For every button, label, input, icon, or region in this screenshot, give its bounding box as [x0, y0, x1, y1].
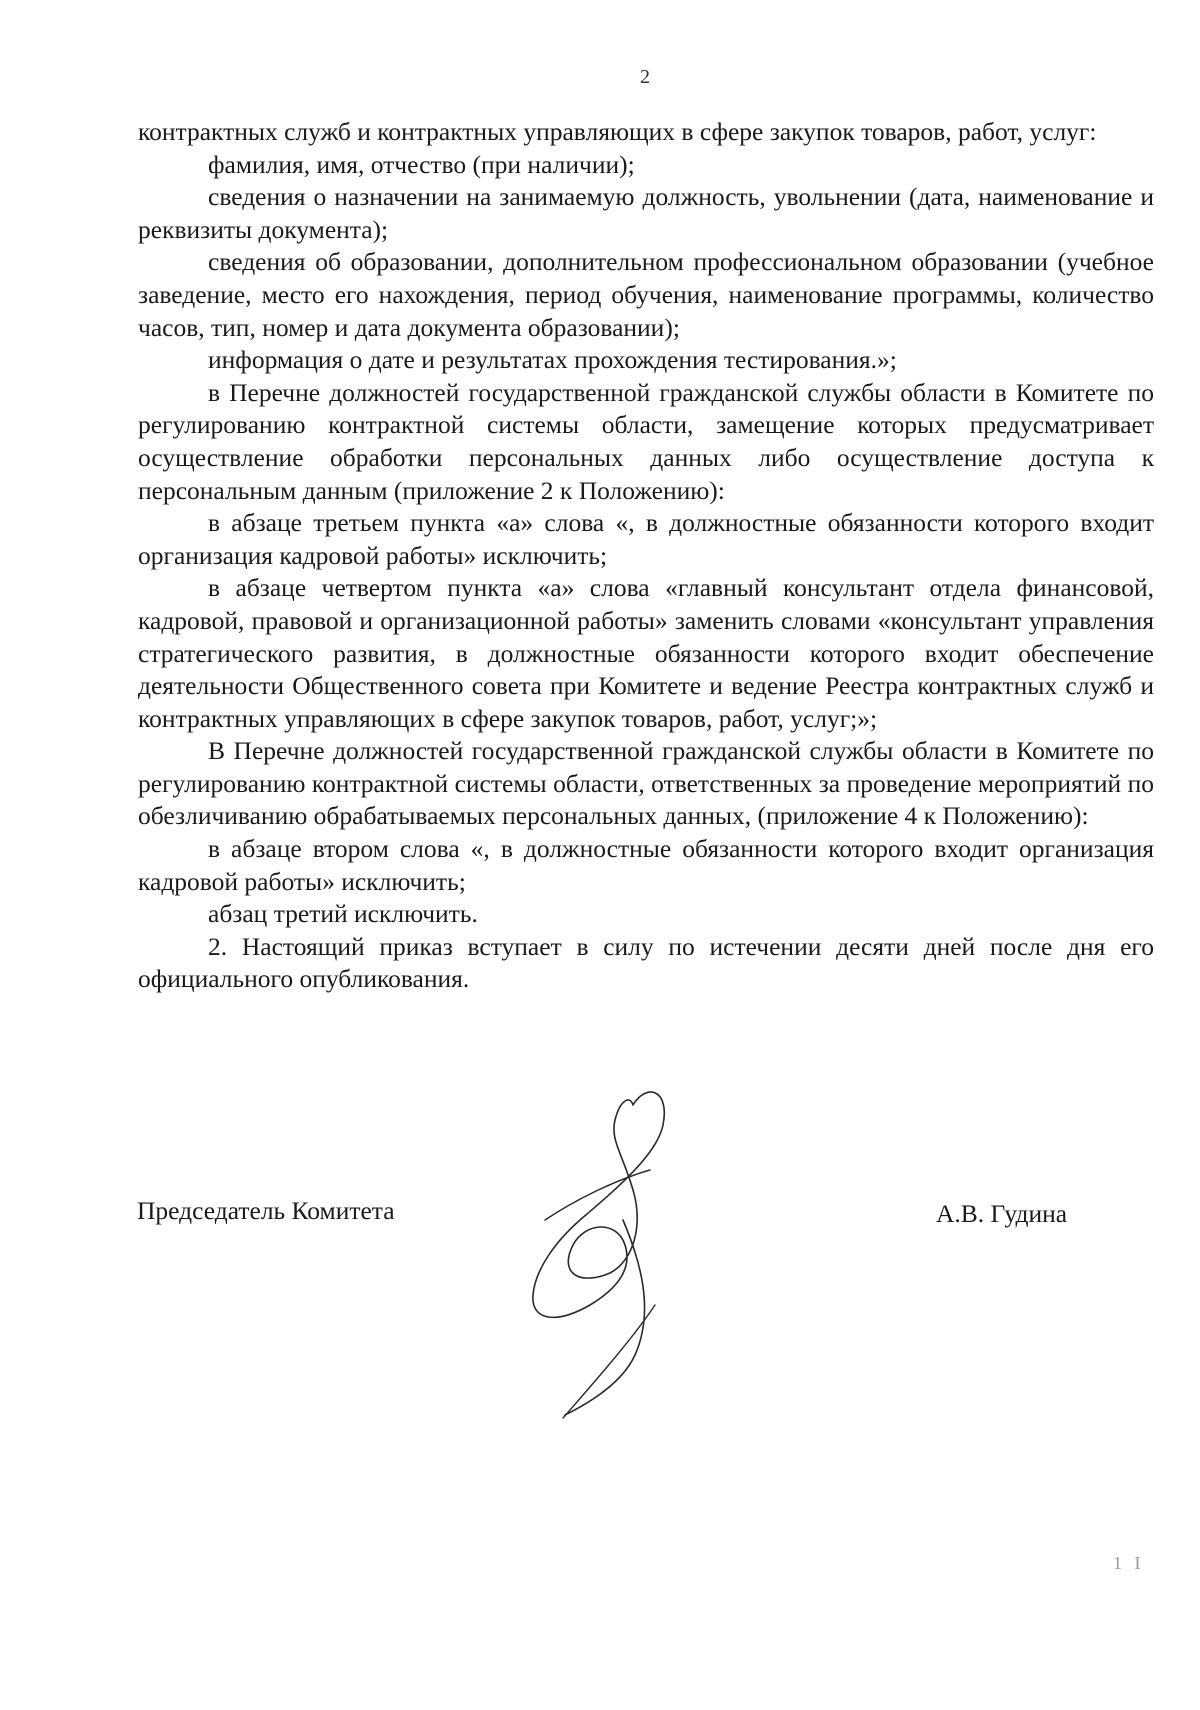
- paragraph: в абзаце третьем пункта «а» слова «, в должностные обязанности которого входит организация кадровой работы» исключить;: [138, 508, 1154, 570]
- signatory-name: А.В. Гудина: [936, 1199, 1068, 1228]
- handwritten-signature: [505, 1070, 695, 1430]
- paragraph: 2. Настоящий приказ вступает в силу по истечении десяти дней после дня его официального опубликования.: [138, 931, 1154, 994]
- paragraph: информация о дате и результатах прохождения тестирования.»;: [208, 345, 897, 375]
- paragraph: фамилия, имя, отчество (при наличии);: [208, 149, 635, 179]
- paragraph: В Перечне должностей государственной гражданской службы области в Комитете по регулированию контрактной системы области, ответственных за проведение мероприятий по обезличиванию обрабатываемых персональных данных, (приложение 4 к Положению):: [138, 736, 1154, 831]
- paragraph: в Перечне должностей государственной гражданской службы области в Комитете по регулированию контрактной системы области, замещение которых предусматривает осуществление обработки персональных данных либо осуществление доступа к персональным данным (приложение 2 к Положению):: [138, 377, 1154, 505]
- paragraph: сведения о назначении на занимаемую должность, увольнении (дата, наименование и реквизиты документа);: [138, 182, 1154, 244]
- signatory-position: Председатель Комитета: [137, 1196, 395, 1225]
- corner-mark: 1 I: [1113, 1553, 1145, 1573]
- paragraph: контрактных служб и контрактных управляющих в сфере закупок товаров, работ, услуг:: [138, 117, 1097, 146]
- page-number: 2: [640, 66, 650, 88]
- paragraph: в абзаце четвертом пункта «а» слова «главный консультант отдела финансовой, кадровой, правовой и организационной работы» заменить словами «консультант управления стратегического развития, в должностные обязанности которого входит обеспечение деятельности Общественного совета при Комитете и ведение Реестра контрактных служб и контрактных управляющих в сфере закупок товаров, работ, услуг;»;: [138, 573, 1154, 733]
- paragraph: в абзаце втором слова «, в должностные обязанности которого входит организация кадровой работы» исключить;: [138, 834, 1154, 896]
- document-body: [138, 116, 1154, 996]
- paragraph: сведения об образовании, дополнительном профессиональном образовании (учебное заведение, место его нахождения, период обучения, наименование программы, количество часов, тип, номер и дата документа образовании);: [138, 247, 1154, 342]
- paragraph: абзац третий исключить.: [208, 899, 478, 929]
